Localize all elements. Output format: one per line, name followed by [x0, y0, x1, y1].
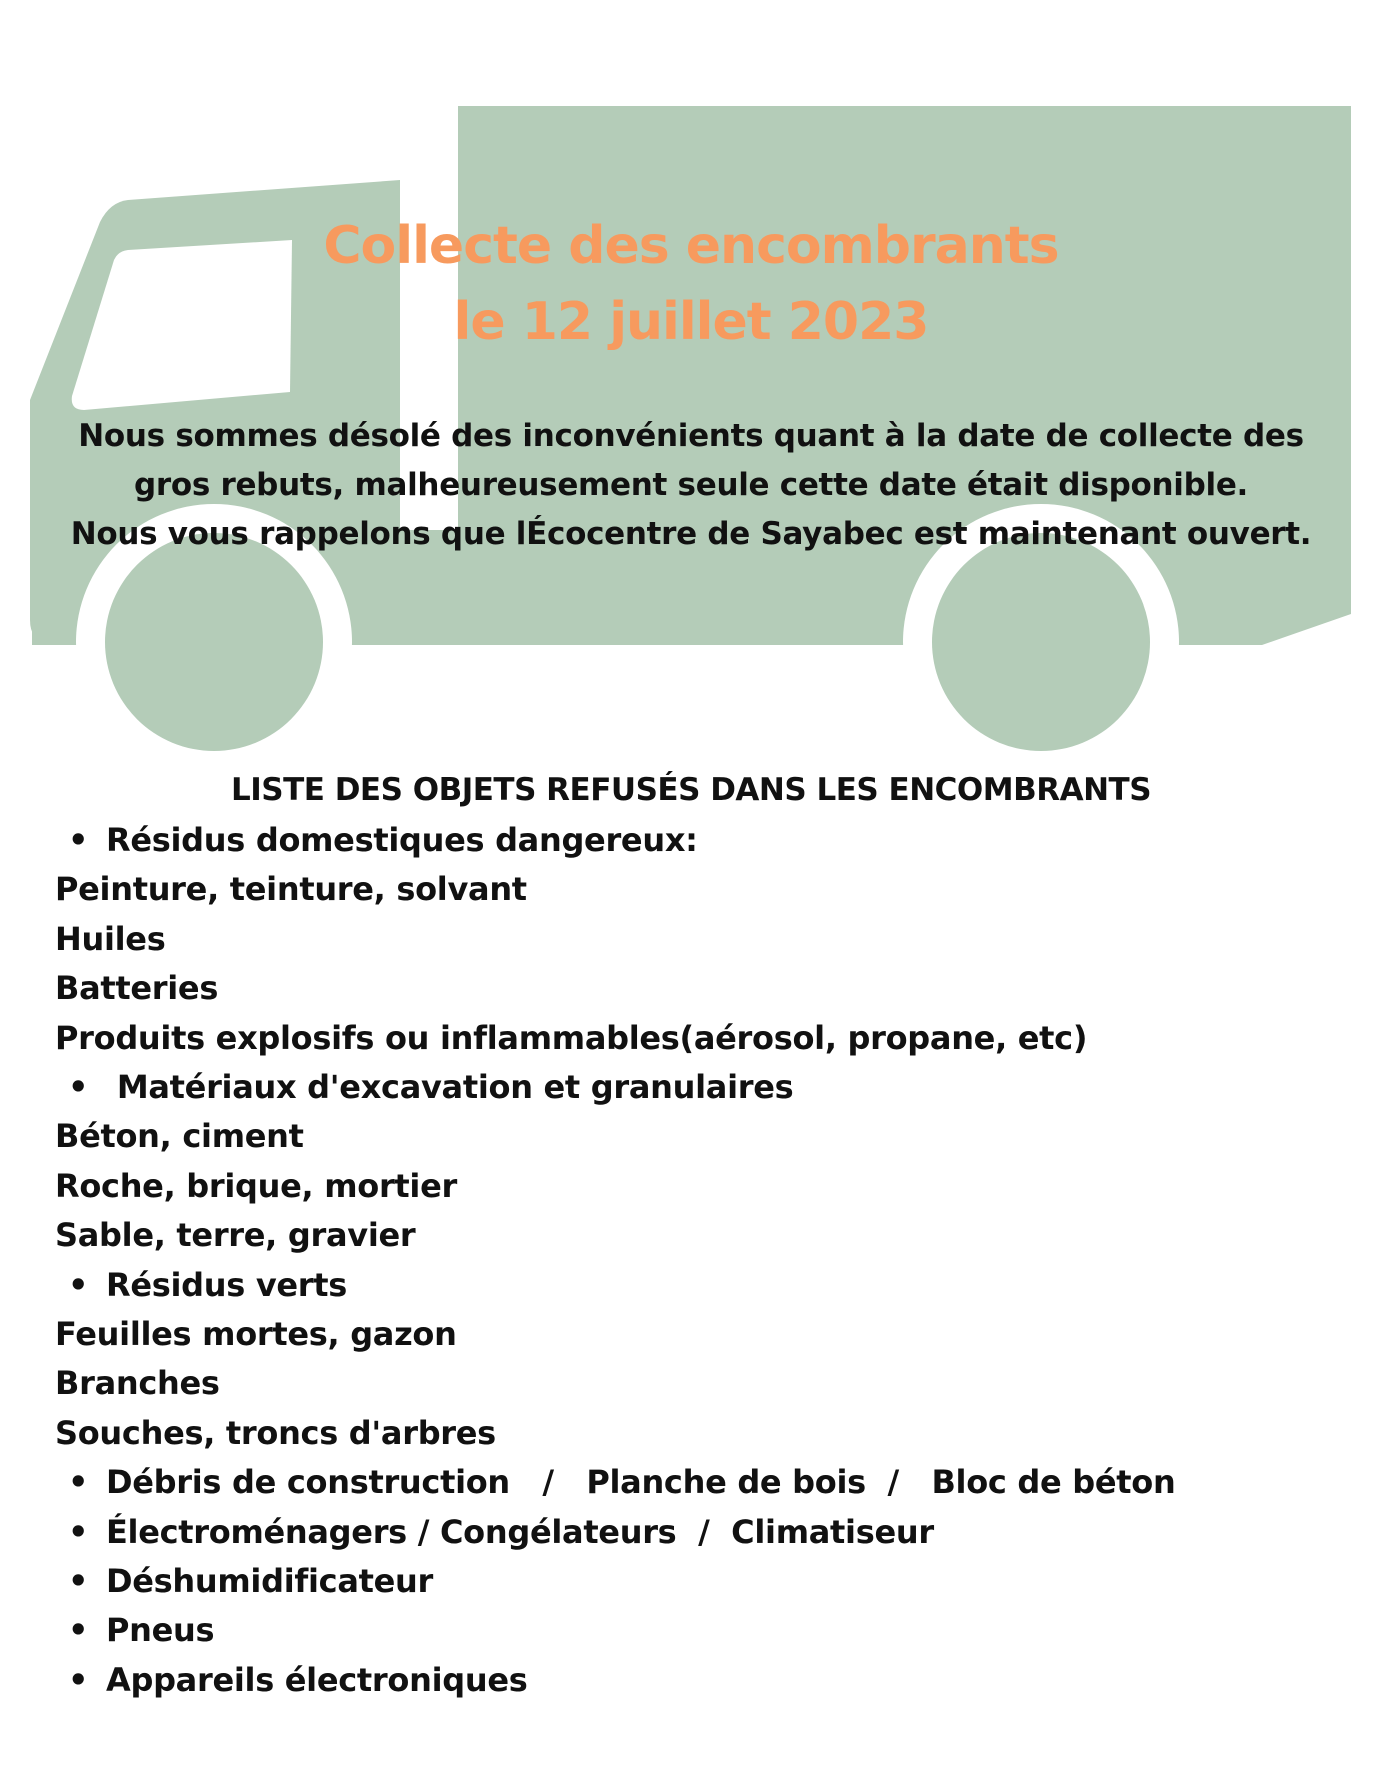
title-line-1: Collecte des encombrants: [323, 216, 1059, 276]
front-wheel: [105, 533, 323, 751]
list-bullet: •: [68, 1512, 89, 1551]
title-line-2: le 12 juillet 2023: [453, 292, 929, 352]
list-item: Branches: [55, 1364, 220, 1403]
list-bullet: •: [68, 1068, 89, 1106]
rear-wheel: [932, 533, 1150, 751]
list-bullet: •: [68, 1562, 89, 1600]
list-item: Sable, terre, gravier: [55, 1216, 416, 1255]
refused-items-heading: LISTE DES OBJETS REFUSÉS DANS LES ENCOMBRANTS: [230, 772, 1152, 808]
notice-line-3: Nous vous rappelons que lÉcocentre de Sayabec est maintenant ouvert.: [70, 516, 1312, 552]
list-category: Appareils électroniques: [106, 1660, 528, 1699]
list-bullet: •: [68, 1265, 89, 1304]
list-item: Peinture, teinture, solvant: [55, 870, 527, 909]
list-category: Déshumidificateur: [106, 1562, 433, 1600]
list-item: Huiles: [55, 919, 166, 958]
notice-line-2: gros rebuts, malheureusement seule cette date était disponible.: [133, 467, 1249, 503]
list-category: Débris de construction / Planche de bois / Bloc de béton: [106, 1463, 1176, 1502]
list-category: Résidus verts: [106, 1265, 348, 1304]
list-category: Pneus: [106, 1611, 215, 1650]
list-bullet: •: [68, 821, 89, 859]
list-bullet: •: [68, 1463, 89, 1502]
list-item: Roche, brique, mortier: [55, 1166, 457, 1205]
notice-line-1: Nous sommes désolé des inconvénients quant à la date de collecte des: [78, 418, 1304, 454]
list-item: Béton, ciment: [55, 1117, 304, 1156]
list-category: Électroménagers / Congélateurs / Climatiseur: [106, 1512, 934, 1551]
list-category: Résidus domestiques dangereux:: [106, 821, 698, 859]
list-item: Batteries: [55, 969, 219, 1008]
list-bullet: •: [68, 1660, 89, 1699]
list-item: Feuilles mortes, gazon: [55, 1315, 457, 1353]
list-item: Produits explosifs ou inflammables(aérosol, propane, etc): [55, 1018, 1088, 1057]
truck-illustration: [0, 0, 1382, 780]
list-category: Matériaux d'excavation et granulaires: [106, 1068, 794, 1106]
list-item: Souches, troncs d'arbres: [55, 1413, 496, 1452]
list-bullet: •: [68, 1611, 89, 1650]
